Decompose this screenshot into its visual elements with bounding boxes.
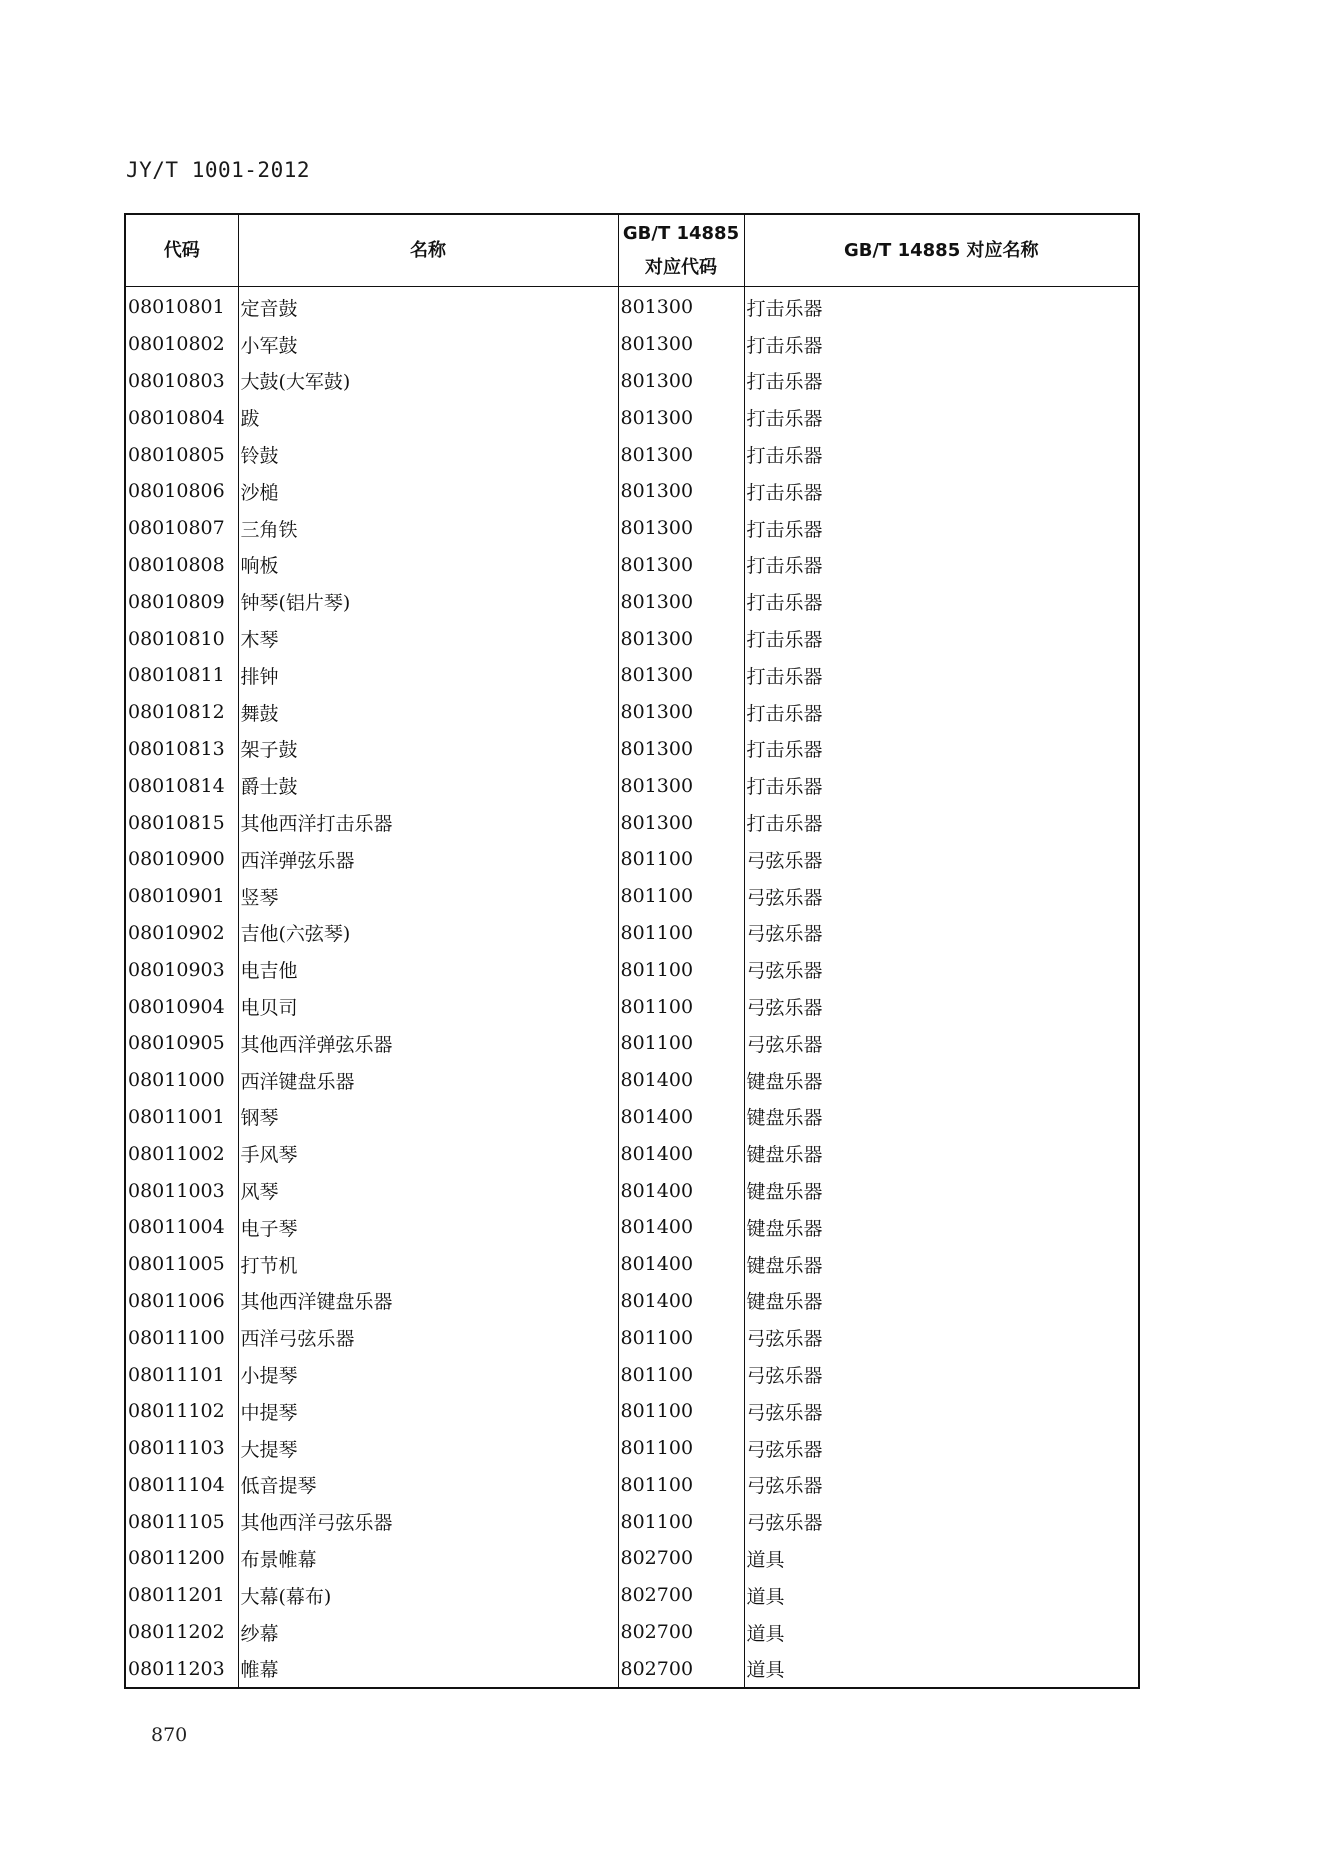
cell-name: 纱幕 [238,1614,618,1651]
cell-code: 08011105 [125,1503,238,1540]
cell-name: 打节机 [238,1246,618,1283]
table-header-row [125,214,1139,287]
standard-code-header: JY/T 1001-2012 [126,158,311,182]
cell-gb-code: 801400 [618,1283,744,1320]
column-header-code: 代码 [125,214,238,287]
cell-gb-code: 802700 [618,1540,744,1577]
cell-name: 钢琴 [238,1099,618,1136]
table-row [125,1025,1139,1062]
cell-name: 手风琴 [238,1135,618,1172]
cell-code: 08011101 [125,1356,238,1393]
cell-gb-code: 801300 [618,547,744,584]
cell-gb-name: 道具 [744,1650,1139,1688]
cell-code: 08011102 [125,1393,238,1430]
cell-gb-code: 801300 [618,657,744,694]
cell-code: 08010806 [125,473,238,510]
cell-gb-name: 打击乐器 [744,583,1139,620]
cell-gb-name: 打击乐器 [744,399,1139,436]
cell-gb-name: 打击乐器 [744,804,1139,841]
cell-gb-code: 802700 [618,1577,744,1614]
table-row [125,1319,1139,1356]
table-row [125,1614,1139,1651]
cell-gb-name: 弓弦乐器 [744,878,1139,915]
cell-gb-name: 弓弦乐器 [744,1503,1139,1540]
table-row [125,473,1139,510]
cell-name: 跋 [238,399,618,436]
cell-gb-code: 801300 [618,510,744,547]
table-row [125,951,1139,988]
cell-name: 排钟 [238,657,618,694]
cell-gb-name: 打击乐器 [744,620,1139,657]
cell-code: 08010805 [125,436,238,473]
cell-gb-code: 801300 [618,326,744,363]
table-body [125,287,1139,1689]
cell-code: 08011203 [125,1650,238,1688]
cell-gb-code: 801300 [618,583,744,620]
cell-code: 08011201 [125,1577,238,1614]
cell-code: 08010813 [125,731,238,768]
cell-name: 爵士鼓 [238,767,618,804]
cell-gb-code: 801300 [618,731,744,768]
column-header-gb-code [618,214,744,287]
cell-code: 08011003 [125,1172,238,1209]
cell-gb-name: 键盘乐器 [744,1099,1139,1136]
table-row [125,1135,1139,1172]
cell-name: 沙槌 [238,473,618,510]
cell-gb-name: 打击乐器 [744,326,1139,363]
cell-name: 钟琴(铝片琴) [238,583,618,620]
cell-gb-name: 打击乐器 [744,547,1139,584]
cell-gb-name: 打击乐器 [744,363,1139,400]
table-row [125,287,1139,326]
column-header-gb-name: GB/T 14885 对应名称 [744,214,1139,287]
table-row [125,620,1139,657]
cell-gb-name: 打击乐器 [744,473,1139,510]
cell-gb-name: 打击乐器 [744,436,1139,473]
table-row [125,363,1139,400]
cell-gb-name: 弓弦乐器 [744,841,1139,878]
table-row [125,1062,1139,1099]
cell-gb-name: 键盘乐器 [744,1135,1139,1172]
table-row [125,694,1139,731]
cell-name: 中提琴 [238,1393,618,1430]
cell-gb-name: 弓弦乐器 [744,915,1139,952]
cell-name: 大鼓(大军鼓) [238,363,618,400]
cell-name: 架子鼓 [238,731,618,768]
cell-gb-code: 801300 [618,620,744,657]
table-row [125,1540,1139,1577]
cell-code: 08010810 [125,620,238,657]
cell-name: 定音鼓 [238,287,618,326]
table-row [125,878,1139,915]
cell-gb-code: 801100 [618,878,744,915]
cell-code: 08010814 [125,767,238,804]
cell-name: 小提琴 [238,1356,618,1393]
table-row [125,915,1139,952]
cell-gb-name: 道具 [744,1540,1139,1577]
cell-code: 08011005 [125,1246,238,1283]
cell-gb-code: 802700 [618,1650,744,1688]
table-row [125,1650,1139,1688]
table-row [125,326,1139,363]
table-row [125,1356,1139,1393]
cell-gb-name: 打击乐器 [744,731,1139,768]
cell-code: 08010801 [125,287,238,326]
cell-gb-code: 801300 [618,436,744,473]
cell-gb-code: 801400 [618,1172,744,1209]
cell-gb-name: 道具 [744,1614,1139,1651]
cell-code: 08011004 [125,1209,238,1246]
cell-name: 西洋弹弦乐器 [238,841,618,878]
cell-gb-code: 801300 [618,473,744,510]
table-row [125,1246,1139,1283]
cell-name: 电吉他 [238,951,618,988]
code-mapping-table [124,213,1140,1689]
cell-gb-name: 弓弦乐器 [744,1356,1139,1393]
cell-gb-code: 801300 [618,804,744,841]
table-row [125,1577,1139,1614]
cell-gb-code: 801100 [618,1430,744,1467]
cell-gb-code: 801100 [618,988,744,1025]
cell-gb-code: 801100 [618,1319,744,1356]
cell-gb-code: 801100 [618,1356,744,1393]
cell-gb-name: 键盘乐器 [744,1062,1139,1099]
table-row [125,1393,1139,1430]
cell-name: 其他西洋弓弦乐器 [238,1503,618,1540]
cell-code: 08010807 [125,510,238,547]
cell-name: 其他西洋键盘乐器 [238,1283,618,1320]
cell-gb-name: 键盘乐器 [744,1246,1139,1283]
cell-gb-code: 801300 [618,694,744,731]
page-number: 870 [151,1724,188,1746]
cell-name: 风琴 [238,1172,618,1209]
cell-code: 08010804 [125,399,238,436]
cell-name: 响板 [238,547,618,584]
table-row [125,583,1139,620]
cell-code: 08011103 [125,1430,238,1467]
cell-gb-name: 弓弦乐器 [744,1430,1139,1467]
cell-gb-code: 801100 [618,951,744,988]
table-row [125,1209,1139,1246]
cell-code: 08010802 [125,326,238,363]
cell-gb-code: 802700 [618,1614,744,1651]
cell-gb-code: 801400 [618,1062,744,1099]
cell-code: 08011002 [125,1135,238,1172]
cell-code: 08010811 [125,657,238,694]
table-row [125,1503,1139,1540]
cell-name: 帷幕 [238,1650,618,1688]
cell-code: 08010904 [125,988,238,1025]
cell-name: 电贝司 [238,988,618,1025]
cell-name: 竖琴 [238,878,618,915]
cell-gb-name: 键盘乐器 [744,1172,1139,1209]
cell-code: 08010803 [125,363,238,400]
cell-name: 铃鼓 [238,436,618,473]
cell-code: 08010815 [125,804,238,841]
cell-gb-code: 801300 [618,363,744,400]
cell-gb-code: 801100 [618,1503,744,1540]
column-header-name: 名称 [238,214,618,287]
cell-code: 08011202 [125,1614,238,1651]
cell-gb-name: 键盘乐器 [744,1209,1139,1246]
cell-name: 电子琴 [238,1209,618,1246]
table-row [125,399,1139,436]
cell-gb-code: 801400 [618,1246,744,1283]
cell-gb-code: 801100 [618,1025,744,1062]
cell-gb-code: 801100 [618,841,744,878]
cell-gb-code: 801400 [618,1099,744,1136]
cell-gb-name: 弓弦乐器 [744,951,1139,988]
cell-name: 舞鼓 [238,694,618,731]
column-header-gb-code-line2: 对应代码 [645,256,717,278]
cell-gb-name: 弓弦乐器 [744,1025,1139,1062]
cell-gb-code: 801100 [618,1467,744,1504]
cell-gb-name: 道具 [744,1577,1139,1614]
cell-gb-code: 801300 [618,287,744,326]
cell-gb-code: 801100 [618,1393,744,1430]
cell-code: 08010902 [125,915,238,952]
table-row [125,804,1139,841]
cell-gb-name: 弓弦乐器 [744,1319,1139,1356]
table-row [125,436,1139,473]
cell-code: 08011200 [125,1540,238,1577]
cell-name: 西洋弓弦乐器 [238,1319,618,1356]
cell-name: 西洋键盘乐器 [238,1062,618,1099]
cell-code: 08011001 [125,1099,238,1136]
table-row [125,547,1139,584]
table-row [125,767,1139,804]
cell-code: 08010900 [125,841,238,878]
cell-name: 吉他(六弦琴) [238,915,618,952]
cell-code: 08010809 [125,583,238,620]
cell-gb-name: 打击乐器 [744,287,1139,326]
table-row [125,1430,1139,1467]
cell-code: 08010808 [125,547,238,584]
cell-gb-name: 键盘乐器 [744,1283,1139,1320]
table-row [125,510,1139,547]
table-row [125,1467,1139,1504]
cell-gb-name: 弓弦乐器 [744,1467,1139,1504]
cell-name: 其他西洋打击乐器 [238,804,618,841]
cell-gb-code: 801100 [618,915,744,952]
column-header-gb-code-line1: GB/T 14885 [622,222,740,244]
cell-code: 08011000 [125,1062,238,1099]
cell-gb-name: 弓弦乐器 [744,1393,1139,1430]
cell-gb-code: 801400 [618,1135,744,1172]
table-row [125,1172,1139,1209]
cell-name: 三角铁 [238,510,618,547]
cell-code: 08011104 [125,1467,238,1504]
cell-gb-name: 打击乐器 [744,694,1139,731]
table-row [125,1283,1139,1320]
table-row [125,1099,1139,1136]
cell-code: 08011100 [125,1319,238,1356]
cell-name: 其他西洋弹弦乐器 [238,1025,618,1062]
cell-gb-code: 801300 [618,767,744,804]
cell-gb-name: 打击乐器 [744,657,1139,694]
cell-gb-name: 打击乐器 [744,510,1139,547]
cell-gb-name: 弓弦乐器 [744,988,1139,1025]
cell-name: 低音提琴 [238,1467,618,1504]
cell-name: 木琴 [238,620,618,657]
cell-code: 08010905 [125,1025,238,1062]
cell-name: 大提琴 [238,1430,618,1467]
cell-name: 小军鼓 [238,326,618,363]
table-header [125,214,1139,287]
table-row [125,841,1139,878]
cell-name: 布景帷幕 [238,1540,618,1577]
cell-code: 08011006 [125,1283,238,1320]
cell-code: 08010812 [125,694,238,731]
cell-gb-code: 801400 [618,1209,744,1246]
cell-name: 大幕(幕布) [238,1577,618,1614]
cell-code: 08010901 [125,878,238,915]
table-row [125,657,1139,694]
table-row [125,731,1139,768]
cell-gb-code: 801300 [618,399,744,436]
cell-gb-name: 打击乐器 [744,767,1139,804]
cell-code: 08010903 [125,951,238,988]
table-row [125,988,1139,1025]
